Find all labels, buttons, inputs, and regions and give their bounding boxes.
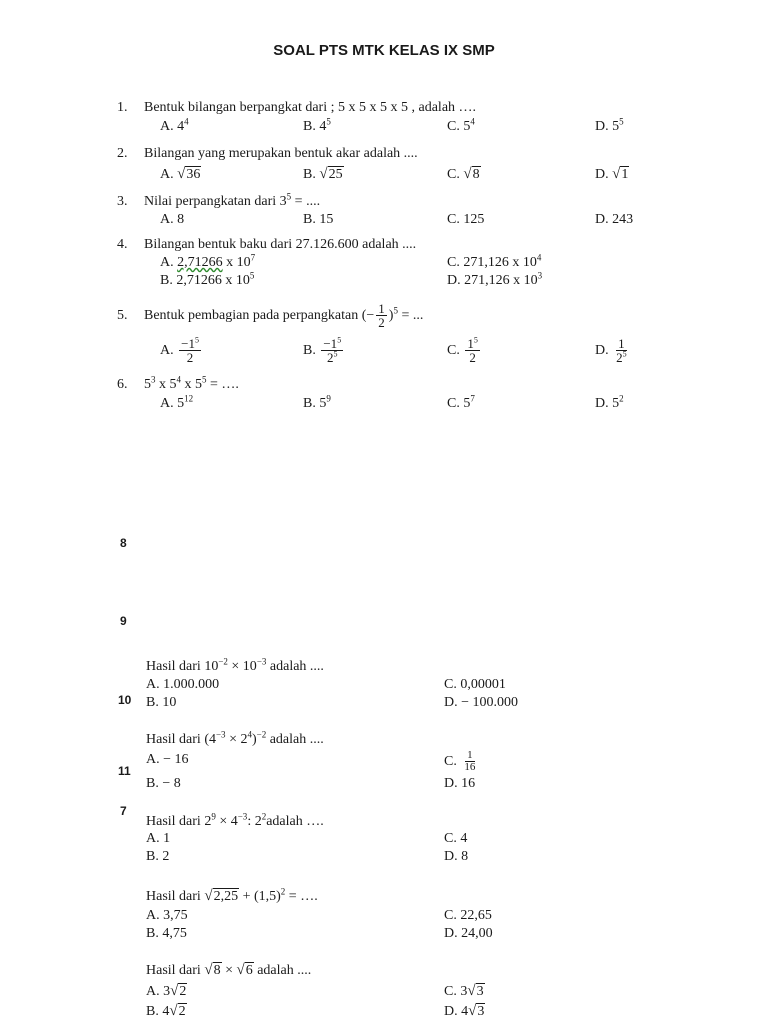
option-d: D. 8 bbox=[444, 849, 469, 864]
option-c: C. 0,00001 bbox=[444, 677, 506, 692]
option-c: C. 125 bbox=[447, 212, 485, 227]
option-d: D. $\frac{1}{2^5}$ bbox=[595, 336, 627, 366]
option-c: C. 22,65 bbox=[444, 908, 492, 923]
option-c: C. √ 8 bbox=[447, 166, 480, 182]
option-c: C. 4 bbox=[444, 831, 468, 846]
question-text: Hasil dari √ 8 × √ 6 adalah .... bbox=[146, 962, 312, 978]
option-d: D. 4 √ 3 bbox=[444, 1003, 485, 1019]
option-d: D. 243 bbox=[595, 212, 634, 227]
question-text: Bentuk bilangan berpangkat dari ; 5 x 5 x 5 x 5 , adalah …. bbox=[144, 100, 477, 115]
question-text: Bentuk pembagian pada perpangkatan (− $\frac{1}{2}$ )$^5$ = ... bbox=[144, 301, 424, 331]
option-c: C. 271,126 x $10^4$ bbox=[447, 252, 542, 270]
question-number-11: 11 bbox=[118, 764, 131, 778]
option-d: D. √ 1 bbox=[595, 166, 629, 182]
question-text: Hasil dari √ 2,25 + $(1,5)^2$ = …. bbox=[146, 886, 318, 904]
question-text: Bilangan bentuk baku dari 27.126.600 adalah .... bbox=[144, 237, 417, 252]
option-a: A. $5^{12}$ bbox=[160, 393, 194, 411]
question-text: Hasil dari $10^{-2} \times 10^{-3}$ adalah .... bbox=[146, 656, 324, 674]
question-number: 6. bbox=[117, 377, 128, 392]
option-a: A. 2,71266 x $10^7$ bbox=[160, 252, 256, 270]
question-number: 5. bbox=[117, 308, 128, 323]
option-d: D. 16 bbox=[444, 776, 476, 791]
option-c: C. $\frac{1^5}{2}$ bbox=[447, 335, 478, 366]
option-d: D. $5^2$ bbox=[595, 393, 624, 411]
question-number-8: 8 bbox=[120, 536, 127, 550]
option-c: C. $5^4$ bbox=[447, 116, 475, 134]
option-c: C. $\frac{1}{16}$ bbox=[444, 749, 476, 774]
question-number-10: 10 bbox=[118, 693, 132, 707]
option-b: B. 10 bbox=[146, 695, 177, 710]
option-d: D. 24,00 bbox=[444, 926, 493, 941]
option-d: D. $5^5$ bbox=[595, 116, 624, 134]
option-a: A. 1 bbox=[146, 831, 171, 846]
option-a: A. 8 bbox=[160, 212, 185, 227]
option-c: C. $5^7$ bbox=[447, 393, 475, 411]
question-text: $5^3$ x $5^4$ x $5^5$ = …. bbox=[144, 374, 239, 392]
option-a: A. − 16 bbox=[146, 752, 189, 767]
option-b: B. $5^9$ bbox=[303, 393, 331, 411]
option-a: A. 1.000.000 bbox=[146, 677, 220, 692]
question-number-7: 7 bbox=[120, 804, 127, 818]
question-number: 4. bbox=[117, 237, 128, 252]
option-a: A. 3 √ 2 bbox=[146, 983, 187, 999]
question-text: Bilangan yang merupakan bentuk akar adalah .... bbox=[144, 146, 418, 161]
option-b: B. $4^5$ bbox=[303, 116, 331, 134]
question-text: Hasil dari $(4^{-3} \times 2^4)^{-2}$ adalah .... bbox=[146, 729, 324, 747]
question-text: Hasil dari $2^9 \times 4^{-3}$: $2^2adalah$ …. bbox=[146, 811, 324, 829]
question-text: Nilai perpangkatan dari $3^5$ = .... bbox=[144, 191, 321, 209]
question-number: 3. bbox=[117, 194, 128, 209]
option-b: B. √ 25 bbox=[303, 166, 343, 182]
option-d: D. − 100.000 bbox=[444, 695, 519, 710]
question-number: 1. bbox=[117, 100, 128, 115]
option-b: B. 4,75 bbox=[146, 926, 187, 941]
question-number: 2. bbox=[117, 146, 128, 161]
option-a: A. $4^4$ bbox=[160, 116, 189, 134]
option-c: C. 3 √ 3 bbox=[444, 983, 484, 999]
option-a: A. 3,75 bbox=[146, 908, 188, 923]
option-d: D. 271,126 x $10^3$ bbox=[447, 270, 543, 288]
option-b: B. 2,71266 x $10^5$ bbox=[160, 270, 255, 288]
option-b: B. − 8 bbox=[146, 776, 181, 791]
question-number-9: 9 bbox=[120, 614, 127, 628]
option-b: B. $\frac{-1^5}{2^5}$ bbox=[303, 335, 342, 366]
option-b: B. 4 √ 2 bbox=[146, 1003, 186, 1019]
option-b: B. 15 bbox=[303, 212, 334, 227]
page-title: SOAL PTS MTK KELAS IX SMP bbox=[273, 42, 495, 59]
option-a: A. √ 36 bbox=[160, 166, 201, 182]
option-a: A. $\frac{-1^5}{2}$ bbox=[160, 335, 199, 366]
option-b: B. 2 bbox=[146, 849, 170, 864]
